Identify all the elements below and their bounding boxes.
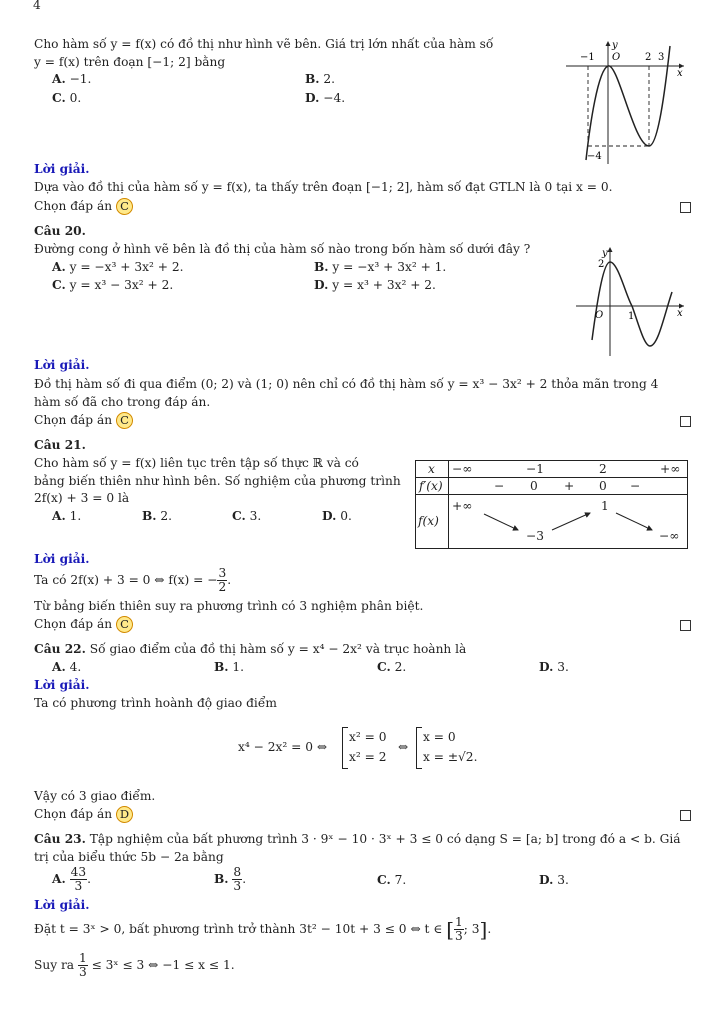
- vt-arrow-down2: [616, 513, 652, 530]
- q19-label-minus1: −1: [580, 52, 595, 63]
- q19-stem-line2: y = f(x) trên đoạn [−1; 2] bằng: [34, 55, 226, 69]
- q20-solution-line2: hàm số đã cho trong đáp án.: [34, 395, 211, 409]
- vt-f-minus3: −3: [526, 529, 544, 543]
- vt-x-pos-inf: +∞: [660, 462, 681, 476]
- q19-stem-line1: Cho hàm số y = f(x) có đồ thị như hình vẽ bên. Giá trị lớn nhất của hàm số: [34, 37, 494, 51]
- q21-option-d: D. 0.: [322, 509, 352, 523]
- vt-arrow-up: [552, 513, 590, 530]
- q21-stem-line1: Cho hàm số y = f(x) liên tục trên tập số thực ℝ và có: [34, 456, 359, 470]
- q22-option-c: C. 2.: [377, 660, 407, 674]
- q22-sys1-a: x² = 0: [349, 730, 387, 744]
- q20-label-1: 1: [628, 311, 635, 322]
- vt-x-2: 2: [599, 462, 607, 476]
- q19-label-origin: O: [612, 52, 621, 63]
- q21-variation-table: [415, 460, 688, 549]
- q20-solution-label: Lời giải.: [34, 358, 90, 372]
- q19-qed-box: [680, 202, 691, 213]
- q21-solution-eq: Ta có 2f(x) + 3 = 0 ⇔ f(x) = − $\frac{3}{2}$ .: [34, 566, 232, 594]
- vt-f-pos-inf: +∞: [452, 499, 473, 513]
- q20-graph: [572, 244, 690, 360]
- vt-fp-sign1: −: [494, 479, 505, 493]
- q22-choose-answer: Chọn đáp án D: [34, 806, 133, 823]
- q21-qed-box: [680, 620, 691, 631]
- q20-option-d: D. y = x³ + 3x² + 2.: [314, 278, 436, 292]
- q20-label-y: y: [602, 248, 608, 259]
- q21-option-c: C. 3.: [232, 509, 262, 523]
- q20-label-2: 2: [598, 259, 605, 270]
- q22-equiv: ⇔: [398, 740, 409, 754]
- q21-choose-answer: Chọn đáp án C: [34, 616, 133, 633]
- q22-qed-box: [680, 810, 691, 821]
- q19-label-3: 3: [658, 52, 665, 63]
- q21-stem-line2: bảng biến thiên như hình bên. Số nghiệm của phương trình: [34, 474, 401, 488]
- q22-conclusion: Vậy có 3 giao điểm.: [34, 789, 156, 803]
- q20-stem: Đường cong ở hình vẽ bên là đồ thị của hàm số nào trong bốn hàm số dưới đây ?: [34, 242, 531, 256]
- vt-f-neg-inf: −∞: [659, 529, 680, 543]
- q20-title: Câu 20.: [34, 224, 86, 238]
- q21-answer-badge: C: [116, 616, 133, 633]
- q20-option-b: B. y = −x³ + 3x² + 1.: [314, 260, 447, 274]
- vt-f-label: f(x): [418, 514, 439, 528]
- q20-option-c: C. y = x³ − 3x² + 2.: [52, 278, 174, 292]
- q20-solution-line1: Đồ thị hàm số đi qua điểm (0; 2) và (1; 0) nên chỉ có đồ thị hàm số y = x³ − 3x² + 2 thỏa mãn trong 4: [34, 377, 659, 391]
- q22-bracket1: [342, 727, 348, 769]
- q19-option-a: A. −1.: [52, 72, 92, 86]
- q22-option-b: B. 1.: [214, 660, 245, 674]
- q22-solution-label: Lời giải.: [34, 678, 90, 692]
- q19-option-b: B. 2.: [305, 72, 336, 86]
- q20-label-x: x: [677, 308, 683, 319]
- q22-sys2-a: x = 0: [423, 730, 456, 744]
- vt-f-1: 1: [601, 499, 609, 513]
- q19-solution-text: Dựa vào đồ thị của hàm số y = f(x), ta thấy trên đoạn [−1; 2], hàm số đạt GTLN là 0 tại x = 0.: [34, 180, 613, 194]
- vt-arrow-down1: [484, 514, 518, 530]
- q23-solution-line1: Đặt t = 3ˣ > 0, bất phương trình trở thành 3t² − 10t + 3 ≤ 0 ⇔ t ∈ [ $\frac{1}{3}$ ; 3].: [34, 915, 492, 943]
- q22-sys1-b: x² = 2: [349, 750, 387, 764]
- vt-fp-sign2: +: [564, 479, 575, 493]
- q23-option-c: C. 7.: [377, 873, 407, 887]
- q20-choose-answer: Chọn đáp án C: [34, 412, 133, 429]
- vt-fprime-label: f′(x): [419, 479, 443, 493]
- q23-stem1: Câu 23. Tập nghiệm của bất phương trình 3 · 9ˣ − 10 · 3ˣ + 3 ≤ 0 có dạng S = [a; b] trong đó a < b. Giá: [34, 832, 681, 846]
- q21-solution-label: Lời giải.: [34, 552, 90, 566]
- vt-fp-sign3: −: [630, 479, 641, 493]
- q22-solution-line1: Ta có phương trình hoành độ giao điểm: [34, 696, 277, 710]
- q23-option-d: D. 3.: [539, 873, 569, 887]
- q22-sys2-b: x = ±√2.: [423, 750, 478, 764]
- page-number: 4: [33, 0, 41, 12]
- q19-option-d: D. −4.: [305, 91, 346, 105]
- q22-option-a: A. 4.: [52, 660, 82, 674]
- q20-option-a: A. y = −x³ + 3x² + 2.: [52, 260, 184, 274]
- q23-option-a: A. $\frac{43}{3}$ .: [52, 865, 91, 893]
- q22-stem: Câu 22. Số giao điểm của đồ thị hàm số y = x⁴ − 2x² và trục hoành là: [34, 642, 467, 656]
- q23-solution-label: Lời giải.: [34, 898, 90, 912]
- vt-x-label: x: [428, 462, 435, 476]
- q19-label-y: y: [612, 40, 618, 51]
- q20-qed-box: [680, 416, 691, 427]
- q23-option-b: B. $\frac{8}{3}$ .: [214, 865, 247, 893]
- q22-eq-left: x⁴ − 2x² = 0 ⇔: [238, 740, 328, 754]
- vt-x-minus1: −1: [526, 462, 544, 476]
- q22-answer-badge: D: [116, 806, 133, 823]
- q19-curve: [586, 46, 670, 160]
- q19-label-minus4: −4: [587, 151, 602, 162]
- q21-solution-line2: Từ bảng biến thiên suy ra phương trình có 3 nghiệm phân biệt.: [34, 599, 424, 613]
- q21-option-a: A. 1.: [52, 509, 82, 523]
- q23-solution-line2: Suy ra $\frac{1}{3}$ ≤ 3ˣ ≤ 3 ⇔ −1 ≤ x ≤ 1.: [34, 951, 235, 979]
- q21-stem-line3: 2f(x) + 3 = 0 là: [34, 491, 130, 505]
- q20-answer-badge: C: [116, 412, 133, 429]
- vt-fp-zero2: 0: [599, 479, 607, 493]
- q21-fraction: $\frac{3}{2}$: [218, 566, 227, 594]
- q23-stem2: trị của biểu thức 5b − 2a bằng: [34, 850, 224, 864]
- q22-bracket2: [416, 727, 422, 769]
- vt-x-neg-inf: −∞: [452, 462, 473, 476]
- q19-option-c: C. 0.: [52, 91, 82, 105]
- q19-solution-label: Lời giải.: [34, 162, 90, 176]
- q19-graph: [560, 36, 690, 166]
- q19-label-2: 2: [645, 52, 652, 63]
- q22-option-d: D. 3.: [539, 660, 569, 674]
- q20-curve: [592, 262, 672, 346]
- q19-choose-answer: Chọn đáp án C: [34, 198, 133, 215]
- vt-arrows: [416, 461, 687, 548]
- q21-title: Câu 21.: [34, 438, 86, 452]
- q20-label-origin: O: [595, 310, 604, 321]
- q21-option-b: B. 2.: [142, 509, 173, 523]
- vt-fp-zero1: 0: [530, 479, 538, 493]
- q19-answer-badge: C: [116, 198, 133, 215]
- q19-label-x: x: [677, 68, 683, 79]
